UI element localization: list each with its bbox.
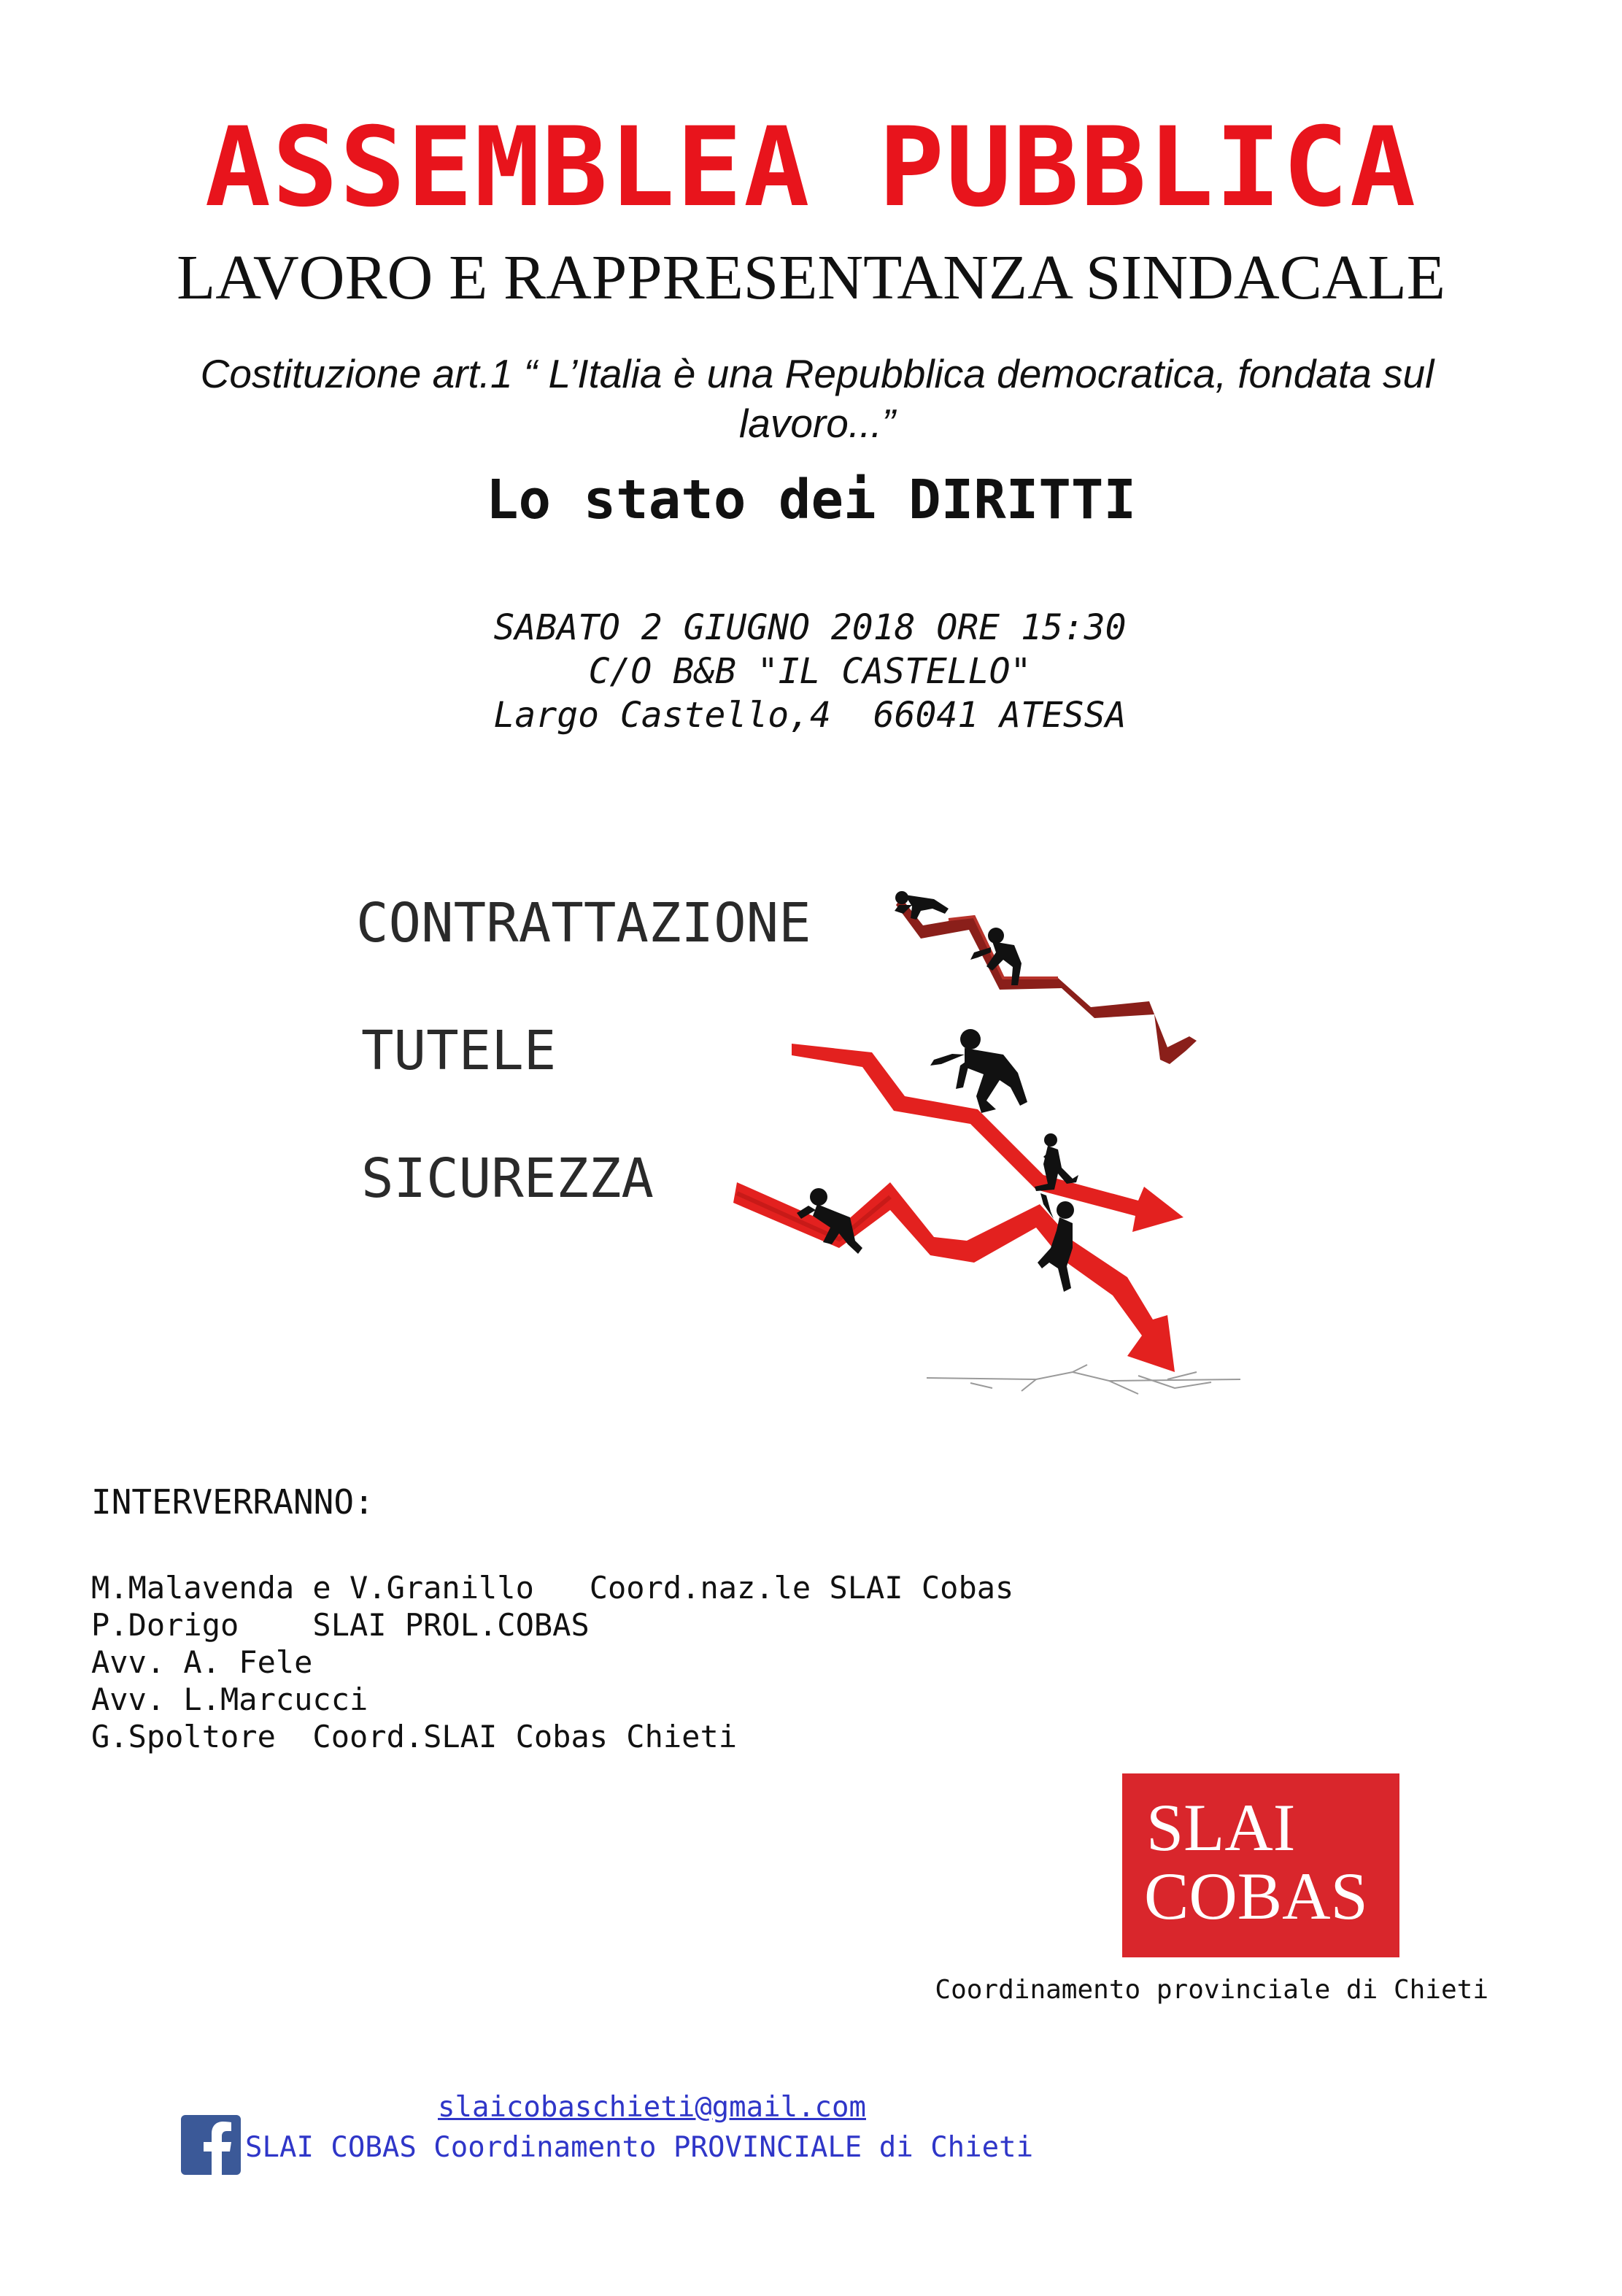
speakers-list — [91, 1569, 1013, 1755]
constitution-quote — [88, 349, 1547, 448]
quote-line-2: lavoro...” — [739, 401, 895, 446]
speaker-line: M.Malavenda e V.Granillo Coord.naz.le SLAI Cobas — [91, 1570, 1014, 1606]
logo-caption: Coordinamento provinciale di Chieti — [935, 1975, 1488, 2005]
speaker-line: Avv. A. Fele — [91, 1644, 313, 1680]
bottom-arrow — [733, 1182, 1175, 1372]
event-date-time: SABATO 2 GIUGNO 2018 ORE 15:30 — [493, 607, 1127, 648]
quote-line-1: Costituzione art.1 “ L’Italia è una Repubblica democratica, fondata sul — [200, 351, 1434, 396]
email-link[interactable]: slaicobaschieti@gmail.com — [438, 2091, 866, 2124]
event-details — [409, 606, 1211, 737]
topic-tutele: TUTELE — [361, 1020, 557, 1082]
topic-sicurezza: SICUREZZA — [361, 1147, 654, 1210]
event-venue: C/O B&B "IL CASTELLO" — [588, 651, 1032, 692]
logo-text-cobas: COBAS — [1144, 1859, 1368, 1933]
speakers-heading: INTERVERRANNO: — [91, 1482, 374, 1522]
poster-subtitle: LAVORO E RAPPRESENTANZA SINDACALE — [177, 242, 1445, 312]
climber-3 — [930, 1029, 1027, 1113]
speaker-line: Avv. L.Marcucci — [91, 1681, 368, 1717]
slai-cobas-logo — [1122, 1773, 1399, 1957]
speaker-line: P.Dorigo SLAI PROL.COBAS — [91, 1607, 590, 1643]
ground-crack — [927, 1365, 1240, 1394]
top-arrow — [896, 898, 1197, 1064]
event-address: Largo Castello,4 66041 ATESSA — [493, 695, 1127, 736]
climber-1 — [895, 891, 949, 920]
facebook-page-link[interactable]: SLAI COBAS Coordinamento PROVINCIALE di Chieti — [245, 2131, 1034, 2164]
theme-heading: Lo stato dei DIRITTI — [485, 469, 1137, 531]
facebook-icon[interactable] — [181, 2115, 241, 2175]
falling-arrows-illustration — [730, 868, 1299, 1409]
speaker-line: G.Spoltore Coord.SLAI Cobas Chieti — [91, 1719, 738, 1754]
logo-text-slai: SLAI — [1146, 1790, 1296, 1865]
topic-contrattazione: CONTRATTAZIONE — [356, 892, 811, 955]
poster-title: ASSEMBLEA PUBBLICA — [204, 104, 1418, 231]
